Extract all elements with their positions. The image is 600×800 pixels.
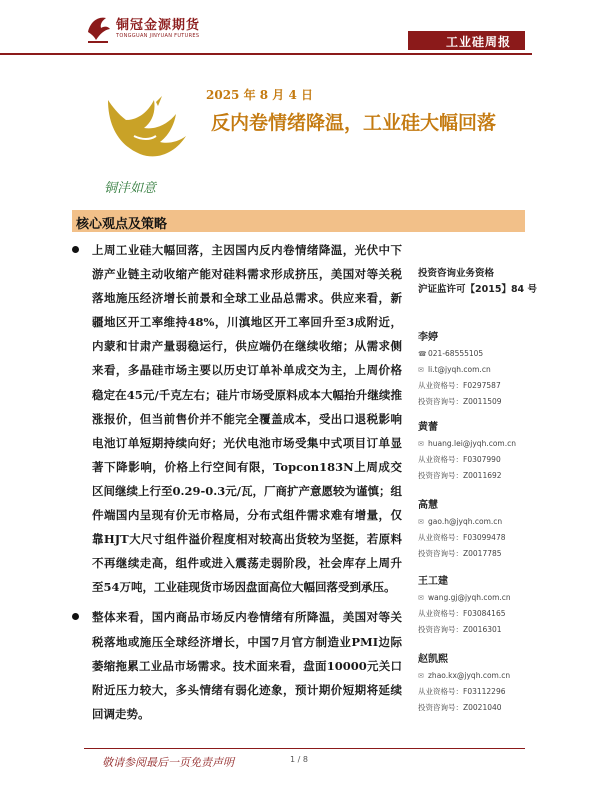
analyst-card (418, 330, 588, 410)
analyst-name: 高慧 (418, 500, 438, 511)
analyst-consult-no: 投资咨询号：Z0011692 (418, 471, 502, 480)
brand-emblem-icon (98, 92, 192, 198)
analyst-email[interactable]: wang.gj@jyqh.com.cn (428, 593, 511, 602)
email-icon: ✉ (418, 518, 424, 526)
analyst-card (418, 420, 588, 484)
footer-divider (84, 748, 525, 749)
analyst-name: 黄蕾 (418, 422, 438, 433)
analyst-name: 赵凯熙 (418, 654, 448, 665)
analyst-phone: 021-68555105 (428, 349, 484, 358)
analyst-card (418, 652, 588, 716)
analyst-email[interactable]: huang.lei@jyqh.com.cn (428, 439, 516, 448)
disclaimer-note: 敬请参阅最后一页免责声明 (102, 756, 234, 769)
analyst-license: 从业资格号：F0297587 (418, 381, 501, 390)
analyst-card (418, 574, 588, 638)
report-headline: 反内卷情绪降温，工业硅大幅回落 (211, 112, 497, 134)
report-date: 2025 年 8 月 4 日 (206, 88, 313, 102)
company-name-en: TONGGUAN JINYUAN FUTURES (116, 33, 200, 39)
analyst-consult-no: 投资咨询号：Z0016301 (418, 625, 502, 634)
qualification-line: 投资咨询业务资格 (418, 268, 495, 279)
analyst-name: 李婷 (418, 332, 438, 343)
email-icon: ✉ (418, 440, 424, 448)
analyst-license: 从业资格号：F03084165 (418, 609, 506, 618)
header-divider (0, 53, 532, 55)
section-heading: 核心观点及策略 (76, 217, 168, 232)
analyst-email[interactable]: gao.h@jyqh.com.cn (428, 517, 503, 526)
analyst-sidebar (418, 266, 588, 712)
analyst-consult-no: 投资咨询号：Z0011509 (418, 397, 502, 406)
email-icon: ✉ (418, 366, 424, 374)
company-name-cn: 铜冠金源期货 (116, 18, 201, 33)
report-type-banner (408, 31, 525, 50)
analyst-name: 王工建 (418, 576, 448, 587)
body-paragraph: 整体来看，国内商品市场反内卷情绪有所降温，美国对等关税落地或施压全球经济增长，中国7月官方制造业PMI边际萎缩拖累工业品市场需求。技术面来看，盘面10000元关口附近压力较大，多头情绪有弱化迹象，预计期价短期将延续回调走势。 (66, 605, 402, 725)
section-heading-bar (72, 210, 525, 232)
body-paragraph: 上周工业硅大幅回落，主因国内反内卷情绪降温，光伏中下游产业链主动收缩产能对硅料需求形成挤压，美国对等关税落地施压经济增长前景和全球工业品总需求。供应来看，新疆地区开工率维持48%，川滇地区开工率回升至3成附近，内蒙和甘肃产量弱稳运行，供应端仍在继续收缩；从需求侧来看，多晶硅市场主要以历史订单补单成交为主，上周价格稳定在45元/千克左右；硅片市场受原料成本大幅抬升继续推涨报价，但当前售价并不能完全覆盖成本，受出口退税影响电池订单短期持续向好；光伏电池市场受集中式项目订单显著下降影响，价格上行空间有限，Topcon183N上周成交区间继续上行至0.29-0.3元/瓦，厂商扩产意愿较为谨慎；组件端国内呈现有价无市格局，分布式组件需求难有增量，仅靠HJT大尺寸组件溢价程度相对较高出货较为坚挺，若原料不再继续走高，组件或进入震荡走弱阶段，社会库存上周升至54万吨，工业硅现货市场因盘面高位大幅回落受到承压。 (66, 238, 402, 599)
analyst-consult-no: 投资咨询号：Z0017785 (418, 549, 502, 558)
analyst-email[interactable]: li.t@jyqh.com.cn (428, 365, 491, 374)
page-number: 1 / 8 (290, 755, 308, 764)
phone-icon: ☎ (418, 350, 427, 358)
main-body (66, 238, 402, 726)
emblem-caption: 铜沣如意 (104, 181, 157, 196)
license-line: 沪证监许可【2015】84 号 (418, 284, 537, 295)
email-icon: ✉ (418, 594, 424, 602)
analyst-email[interactable]: zhao.kx@jyqh.com.cn (428, 671, 511, 680)
analyst-consult-no: 投资咨询号：Z0021040 (418, 703, 502, 712)
page-header (0, 0, 600, 60)
analyst-card (418, 498, 588, 562)
email-icon: ✉ (418, 672, 424, 680)
analyst-license: 从业资格号：F03112296 (418, 687, 506, 696)
report-type-label: 工业硅周报 (445, 35, 511, 49)
analyst-license: 从业资格号：F03099478 (418, 533, 506, 542)
analyst-license: 从业资格号：F0307990 (418, 455, 501, 464)
company-logo-icon (84, 12, 112, 46)
